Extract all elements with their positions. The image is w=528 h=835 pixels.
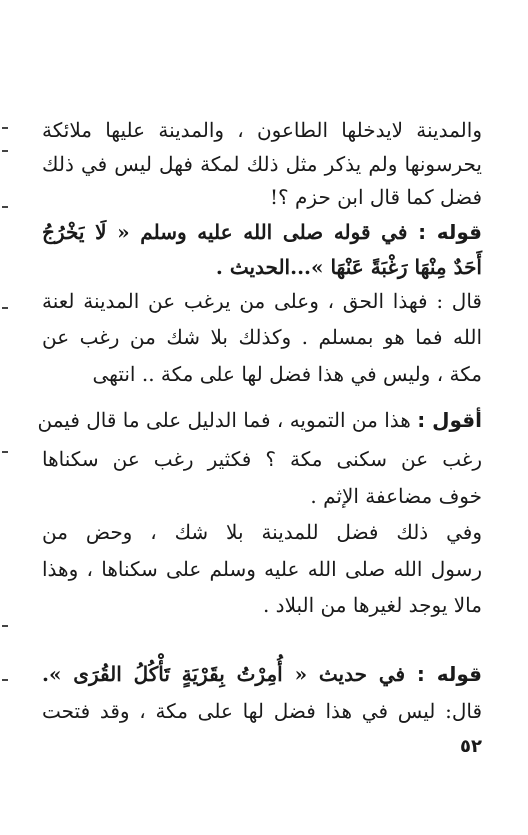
text-line: قال: ليس في هذا فضل لها على مكة ، وقد فتحت	[42, 699, 482, 723]
text-line	[42, 219, 482, 245]
paragraph-lead: قوله :	[418, 220, 483, 244]
text-span: في حديث « أُمِرْتُ بِقَرْيَةٍ تَأْكُلُ القُرَى ».	[42, 662, 417, 686]
paragraph-lead: قوله :	[416, 662, 482, 686]
text-line: الله فما هو بمسلم . وكذلك بلا شك من رغب عن	[42, 325, 482, 349]
page-number: ٥٢	[460, 736, 482, 757]
margin-mark	[2, 307, 8, 309]
text-line: مالا يوجد لغيرها من البلاد .	[262, 593, 482, 617]
text-line: رغب عن سكنى مكة ؟ فكثير رغب عن سكناها	[42, 447, 482, 471]
margin-mark	[2, 679, 8, 681]
text-line	[37, 407, 482, 433]
margin-mark	[2, 451, 8, 453]
margin-mark	[2, 206, 8, 208]
text-line: يحرسونها ولم يذكر مثل ذلك لمكة فهل ليس في ذلك	[42, 152, 482, 176]
paragraph-lead: أقول :	[417, 408, 482, 432]
text-line	[42, 661, 482, 687]
text-line: مكة ، وليس في هذا فضل لها على مكة .. انتهى	[92, 362, 482, 386]
text-line: قال : فهذا الحق ، وعلى من يرغب عن المدينة لعنة	[42, 289, 482, 313]
text-line: وفي ذلك فضل للمدينة بلا شك ، وحض من	[42, 520, 482, 544]
text-line: فضل كما قال ابن حزم ؟!	[270, 185, 482, 209]
margin-mark	[2, 150, 8, 152]
text-line: والمدينة لايدخلها الطاعون ، والمدينة عليها ملائكة	[42, 118, 482, 142]
margin-mark	[2, 127, 8, 129]
text-line: أَحَدٌ مِنْهَا رَغْبَةً عَنْهَا »...الحديث .	[215, 255, 482, 279]
text-span: هذا من التمويه ، فما الدليل على ما قال فيمن	[37, 408, 418, 432]
text-line: رسول الله صلى الله عليه وسلم على سكناها ، وهذا	[42, 557, 482, 581]
margin-mark	[2, 625, 8, 627]
text-line: خوف مضاعفة الإثم .	[310, 484, 482, 508]
text-span: في قوله صلى الله عليه وسلم « لَا يَخْرُجُ	[42, 220, 419, 244]
